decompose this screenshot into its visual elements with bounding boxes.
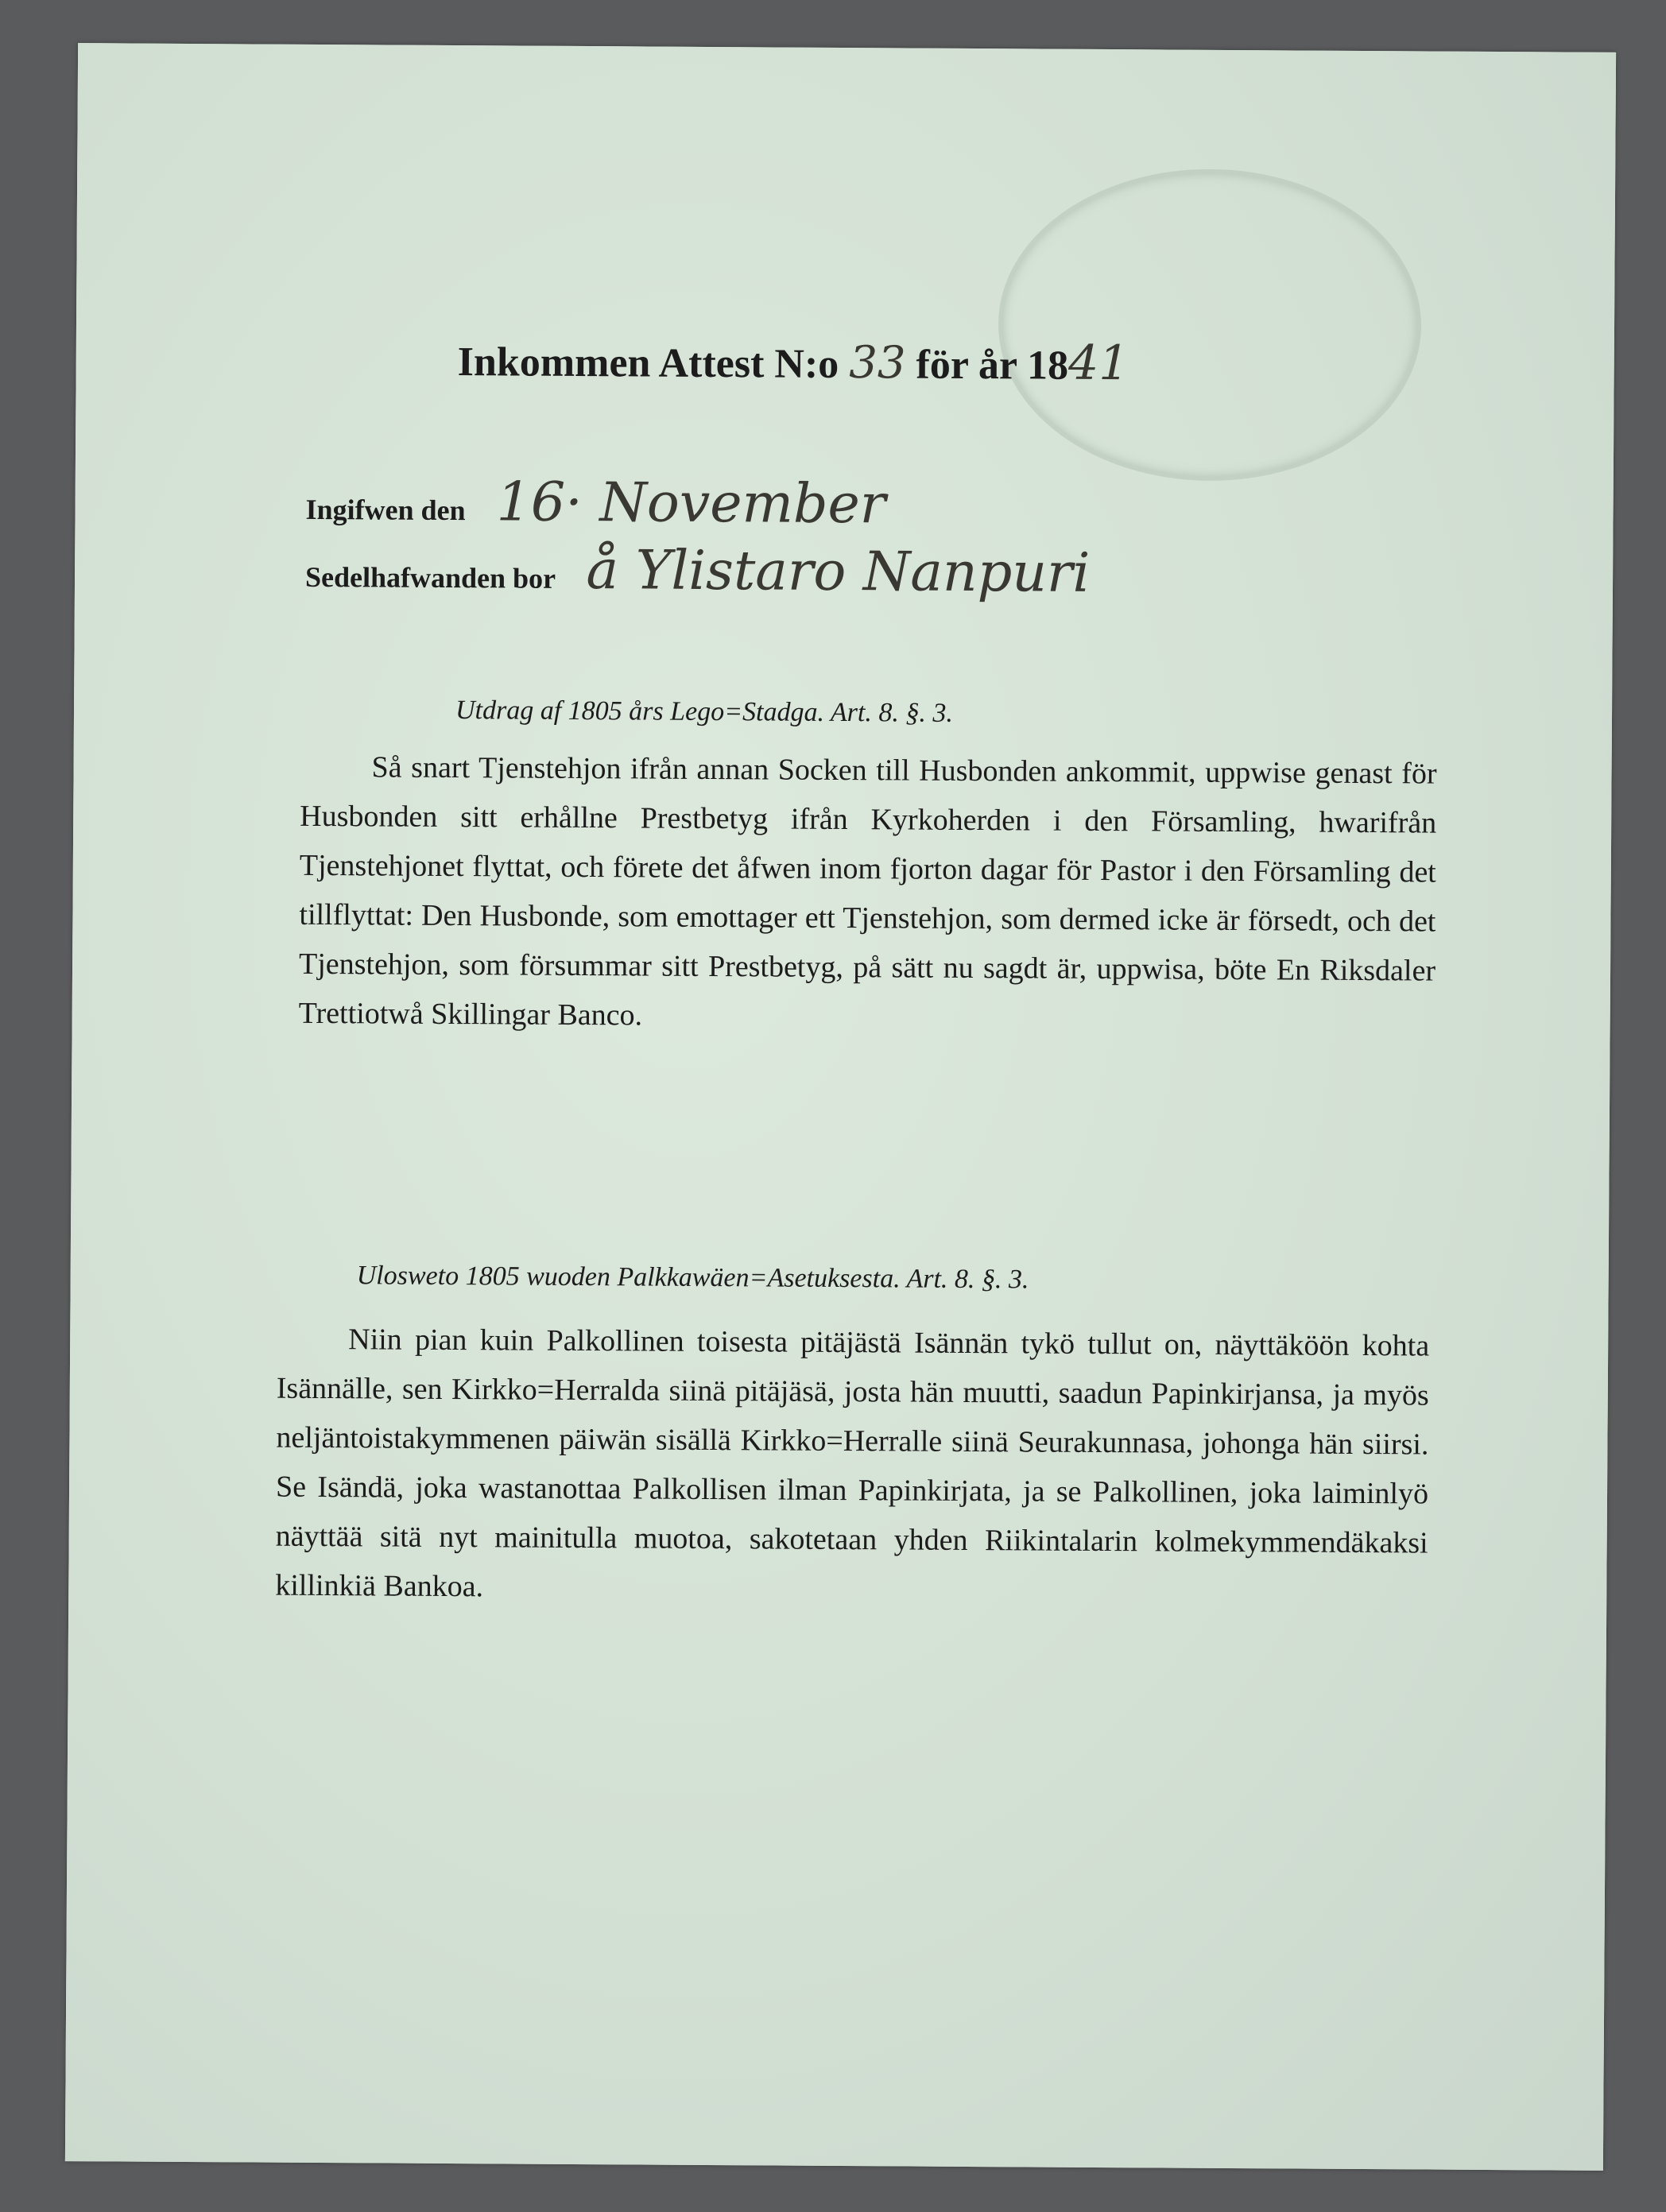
- sedelhafwanden-label: Sedelhafwanden bor: [304, 560, 556, 595]
- finnish-heading: Ulosweto 1805 wuoden Palkkawäen=Asetuksesta. Art. 8. §. 3.: [356, 1261, 1029, 1295]
- swedish-paragraph: [299, 742, 1437, 1045]
- finnish-paragraph: [275, 1315, 1429, 1617]
- ingifwen-value: 16· November: [496, 471, 886, 537]
- attest-year: 41: [1067, 335, 1129, 392]
- sedelhafwanden-value: å Ylistaro Nanpuri: [586, 539, 1091, 605]
- attest-number: 33: [849, 337, 906, 389]
- embossed-seal: [998, 168, 1422, 482]
- swedish-body: Så snart Tjenstehjon ifrån annan Socken till Husbonden ankommit, uppwise genast för Husbonden sitt erhållne Prestbetyg ifrån Kyrkoherden i den Församling, hwarifrån Tjenstehjonet flyttat, och förete det åfwen inom fjorton dagar för Pastor i den Församling det tillflyttat: Den Husbonde, som emottager ett Tjenstehjon, som dermed icke är försedt, och det Tjenstehjon, som försummar sitt Prestbetyg, på sätt nu sagdt är, uppwisa, böte En Riksdaler Trettiotwå Skillingar Banco.: [298, 750, 1437, 1032]
- document-title: [458, 331, 1412, 393]
- title-prefix: Inkommen Attest N:o: [457, 339, 839, 387]
- ingifwen-row: [305, 470, 885, 536]
- ingifwen-label: Ingifwen den: [305, 493, 466, 527]
- title-mid: för år 18: [916, 342, 1069, 389]
- document-sheet: [65, 43, 1616, 2171]
- finnish-body: Niin pian kuin Palkollinen toisesta pitäjästä Isännän tykö tullut on, näyttäköön kohta Isännälle, sen Kirkko=Herralda siinä pitäjäsä, josta hän muutti, saadun Papinkirjansa, ja myös neljäntoistakymmenen päiwän sisällä Kirkko=Herralle siinä Seurakunnasa, johonga hän siirsi. Se Isändä, joka wastanottaa Palkollisen ilman Papinkirjata, ja se Palkollinen, joka laiminlyö näyttää sitä nyt mainitulla muotoa, sakotetaan yhden Riikintalarin kolmekymmendäkaksi killinkiä Bankoa.: [275, 1323, 1430, 1604]
- swedish-heading: Utdrag af 1805 års Lego=Stadga. Art. 8. §. 3.: [455, 695, 954, 728]
- sedelhafwanden-row: [305, 537, 1091, 605]
